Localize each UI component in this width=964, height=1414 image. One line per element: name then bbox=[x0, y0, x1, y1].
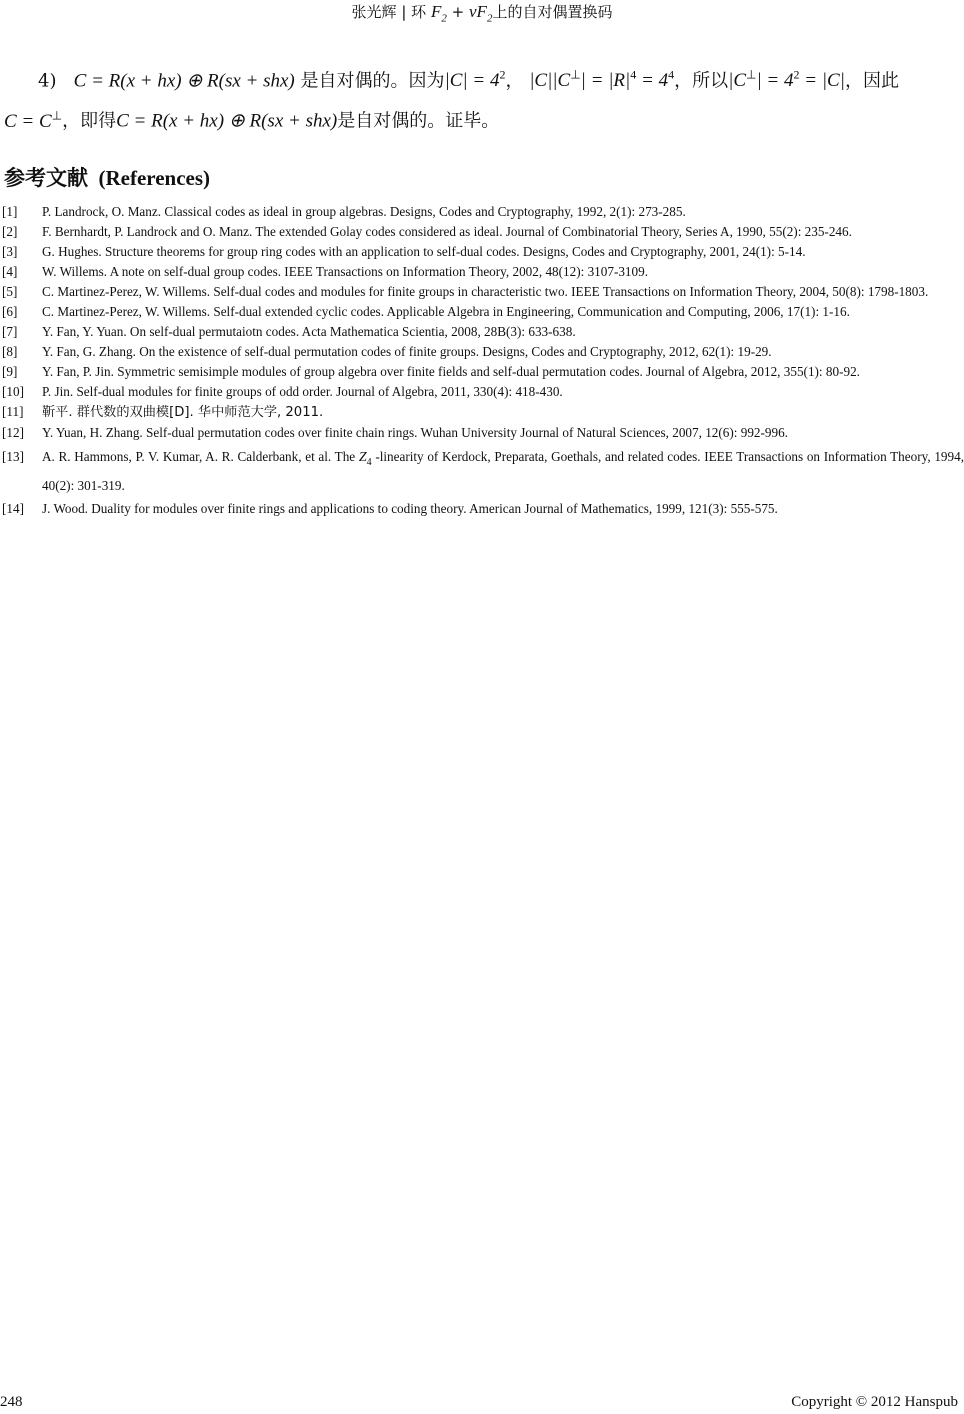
so-text: ，所以 bbox=[674, 70, 729, 92]
reference-text: Y. Fan, Y. Yuan. On self-dual permutaiotn codes. Acta Mathematica Scientia, 2008, 28B(3): 633-638. bbox=[42, 323, 576, 339]
reference-text: P. Landrock, O. Manz. Classical codes as ideal in group algebras. Designs, Codes and Cryptography, 1992, 2(1): 273-285. bbox=[42, 204, 686, 219]
reference-number: [14] bbox=[2, 501, 24, 516]
reference-number: [6] bbox=[2, 303, 18, 319]
code-expression-2: C = R(x + hx) ⊕ R(sx + shx) bbox=[116, 110, 338, 132]
reference-number: [13] bbox=[2, 448, 24, 464]
reference-text: C. Martinez-Perez, W. Willems. Self-dual extended cyclic codes. Applicable Algebra in Engineering, Communication and Computing, 2006, 17(1): 1-16. bbox=[42, 303, 850, 319]
reference-text: G. Hughes. Structure theorems for group ring codes with an application to self-dual codes. Designs, Codes and Cryptography, 2001, 24(1): 5-14. bbox=[42, 243, 806, 259]
running-head bbox=[0, 2, 964, 28]
reference-item bbox=[0, 264, 964, 280]
comma: ， bbox=[505, 70, 524, 92]
reference-item bbox=[0, 425, 964, 441]
reference-text: 靳平. 群代数的双曲模[D]. 华中师范大学, 2011. bbox=[42, 404, 324, 420]
references-heading-cjk: 参考文献 bbox=[4, 166, 88, 190]
reference-number: [1] bbox=[2, 204, 18, 219]
reference-item bbox=[0, 244, 964, 260]
reference-number: [10] bbox=[2, 383, 24, 399]
reference-number: [11] bbox=[2, 403, 24, 419]
reference-item bbox=[0, 364, 964, 380]
reference-text: A. R. Hammons, P. V. Kumar, A. R. Calderbank, et al. The $Z_4$ -linearity of Kerdock, Preparata, Goethals, and related codes. IEEE Transactions on Information Theory, 1994, 40(2): 301-319. bbox=[42, 448, 964, 493]
proof-paragraph bbox=[4, 58, 962, 139]
references-heading-en: (References) bbox=[98, 166, 211, 190]
reference-item bbox=[0, 384, 964, 400]
reference-text: W. Willems. A note on self-dual group codes. IEEE Transactions on Information Theory, 2002, 48(12): 3107-3109. bbox=[42, 263, 649, 279]
reference-item bbox=[0, 404, 964, 421]
self-dual-text: 是自对偶的。因为 bbox=[300, 70, 445, 92]
reference-item bbox=[0, 344, 964, 360]
perp-size: $|C^\perp| = 4^2 = |C|$ bbox=[728, 68, 845, 92]
references-list bbox=[0, 204, 964, 521]
code-expression: C = R(x + hx) ⊕ R(sx + shx) bbox=[73, 70, 295, 92]
reference-number: [8] bbox=[2, 343, 18, 359]
reference-number: [9] bbox=[2, 363, 18, 379]
reference-number: [12] bbox=[2, 424, 24, 440]
reference-text: F. Bernhardt, P. Landrock and O. Manz. The extended Golay codes considered as ideal. Journal of Combinatorial Theory, Series A, 1990, 55(2): 235-246. bbox=[42, 223, 852, 239]
reference-text: P. Jin. Self-dual modules for finite groups of odd order. Journal of Algebra, 2011, 330(4): 418-430. bbox=[42, 383, 563, 399]
reference-item bbox=[0, 304, 964, 320]
references-heading bbox=[4, 162, 210, 192]
thus-text: ，即得 bbox=[62, 110, 117, 132]
item-label: 4) bbox=[38, 70, 57, 92]
header-title-tail: 上的自对偶置换码 bbox=[492, 3, 613, 21]
therefore-text: ，因此 bbox=[844, 70, 899, 92]
reference-item bbox=[0, 204, 964, 220]
reference-number: [3] bbox=[2, 243, 18, 259]
header-separator: | bbox=[401, 3, 407, 21]
reference-item bbox=[0, 284, 964, 300]
reference-item bbox=[0, 324, 964, 340]
header-plus: + bbox=[451, 3, 465, 21]
header-F: $F_2$ bbox=[430, 2, 447, 25]
reference-item bbox=[0, 445, 964, 497]
header-ring-prefix: 环 bbox=[411, 3, 427, 21]
product-expression: $|C||C^\perp| = |R|^4 = 4^4$ bbox=[529, 68, 675, 92]
reference-number: [5] bbox=[2, 283, 18, 299]
reference-text: Y. Yuan, H. Zhang. Self-dual permutation codes over finite chain rings. Wuhan University Journal of Natural Sciences, 2007, 12(6): 992-996. bbox=[42, 424, 788, 440]
reference-text: J. Wood. Duality for modules over finite rings and applications to coding theory. American Journal of Mathematics, 1999, 121(3): 555-575. bbox=[42, 501, 778, 516]
size-c: $|C| = 4^2$ bbox=[444, 68, 506, 92]
reference-item bbox=[0, 224, 964, 240]
page-number: 248 bbox=[0, 1394, 23, 1410]
reference-number: [4] bbox=[2, 263, 18, 279]
conclusion-text: 是自对偶的。证毕。 bbox=[337, 110, 500, 132]
c-equals-c-perp: C = C⊥ bbox=[4, 108, 63, 132]
copyright: Copyright © 2012 Hanspub bbox=[791, 1394, 958, 1410]
reference-item bbox=[0, 501, 964, 517]
reference-text: Y. Fan, P. Jin. Symmetric semisimple modules of group algebra over finite fields and self-dual permutation codes. Journal of Algebra, 2012, 355(1): 80-92. bbox=[42, 363, 860, 379]
reference-number: [7] bbox=[2, 323, 18, 339]
reference-text: C. Martinez-Perez, W. Willems. Self-dual codes and modules for finite groups in characteristic two. IEEE Transactions on Information Theory, 2004, 50(8): 1798-1803. bbox=[42, 283, 929, 299]
header-vF: $vF_2$ bbox=[469, 2, 493, 25]
z4-symbol: $Z_4$ bbox=[358, 449, 372, 468]
header-author: 张光辉 bbox=[351, 3, 397, 21]
reference-number: [2] bbox=[2, 223, 18, 239]
proof-line-2 bbox=[4, 98, 962, 138]
reference-text: Y. Fan, G. Zhang. On the existence of self-dual permutation codes of finite groups. Designs, Codes and Cryptography, 2012, 62(1): 19-29. bbox=[42, 343, 772, 359]
proof-line-1 bbox=[38, 58, 964, 98]
